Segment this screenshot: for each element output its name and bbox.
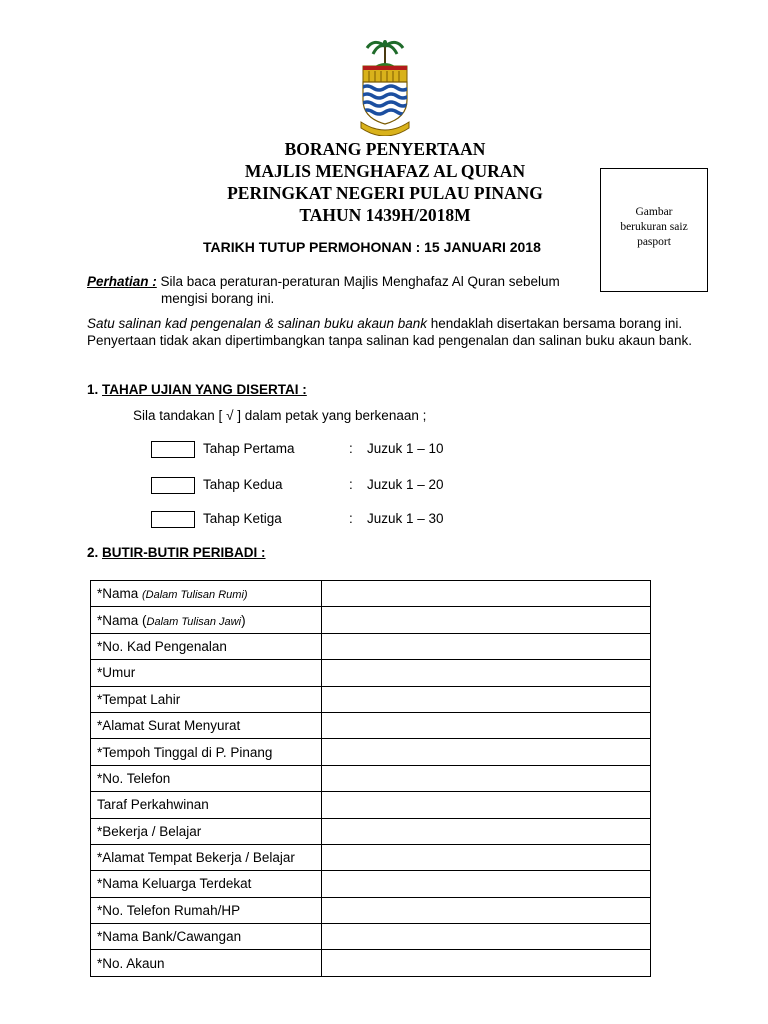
- level-colon: :: [349, 477, 353, 492]
- section-1-title: TAHAP UJIAN YANG DISERTAI :: [102, 382, 307, 397]
- row-label: *Nama Bank/Cawangan: [91, 924, 322, 950]
- level-colon: :: [349, 441, 353, 456]
- notice-label: Perhatian :: [87, 274, 157, 289]
- row-value-field[interactable]: [321, 897, 650, 923]
- row-value-field[interactable]: [321, 660, 650, 686]
- title-line-4: TAHUN 1439H/2018M: [299, 205, 471, 225]
- level-option: [151, 511, 471, 529]
- row-value-field[interactable]: [321, 739, 650, 765]
- table-row: [91, 950, 651, 976]
- row-label: *Umur: [91, 660, 322, 686]
- section-1-number: 1.: [87, 382, 103, 397]
- table-row: [91, 712, 651, 738]
- level-name: Tahap Ketiga: [203, 511, 282, 526]
- row-label: [91, 607, 322, 633]
- section-1-heading: [87, 382, 307, 397]
- level-range: Juzuk 1 – 30: [367, 511, 444, 526]
- table-row: [91, 871, 651, 897]
- table-row: [91, 924, 651, 950]
- photo-caption-line-1: Gambar: [635, 206, 673, 218]
- closing-date: TARIKH TUTUP PERMOHONAN : 15 JANUARI 2018: [203, 239, 541, 255]
- level-range: Juzuk 1 – 10: [367, 441, 444, 456]
- row-label: *No. Kad Pengenalan: [91, 633, 322, 659]
- level-checkbox[interactable]: [151, 477, 195, 494]
- personal-details-table: [90, 580, 651, 977]
- row-label: *Alamat Tempat Bekerja / Belajar: [91, 844, 322, 870]
- section-2-heading: [87, 545, 266, 560]
- level-checkbox[interactable]: [151, 511, 195, 528]
- attachment-note: [87, 315, 707, 349]
- row-value-field[interactable]: [321, 844, 650, 870]
- row-label: [91, 581, 322, 607]
- photo-caption-line-3: pasport: [637, 236, 671, 248]
- row-value-field[interactable]: [321, 765, 650, 791]
- row-value-field[interactable]: [321, 607, 650, 633]
- photo-box-caption: [601, 205, 707, 250]
- photo-caption-line-2: berukuran saiz: [620, 221, 688, 233]
- penang-crest-logo: [357, 38, 413, 136]
- row-label: Taraf Perkahwinan: [91, 792, 322, 818]
- table-row: [91, 739, 651, 765]
- title-line-2: MAJLIS MENGHAFAZ AL QURAN: [244, 161, 526, 181]
- row-label: *Tempoh Tinggal di P. Pinang: [91, 739, 322, 765]
- attachment-rest: hendaklah disertakan bersama borang ini. Penyertaan tidak akan dipertimbangkan tanpa salinan kad pengenalan dan salinan buku akaun bank.: [87, 316, 692, 348]
- row-value-field[interactable]: [321, 950, 650, 976]
- level-option: [151, 441, 471, 459]
- level-colon: :: [349, 511, 353, 526]
- level-checkbox[interactable]: [151, 441, 195, 458]
- row-value-field[interactable]: [321, 686, 650, 712]
- section-2-number: 2.: [87, 545, 103, 560]
- table-row: [91, 844, 651, 870]
- row-label-tail: ): [241, 612, 246, 628]
- notice: [87, 273, 607, 307]
- passport-photo-box: [600, 168, 708, 292]
- row-label: *Tempat Lahir: [91, 686, 322, 712]
- section-1-instruction: Sila tandakan [ √ ] dalam petak yang berkenaan ;: [133, 408, 427, 423]
- table-row: [91, 581, 651, 607]
- level-name: Tahap Kedua: [203, 477, 283, 492]
- table-row: [91, 792, 651, 818]
- row-label: *No. Telefon: [91, 765, 322, 791]
- level-name: Tahap Pertama: [203, 441, 295, 456]
- table-row: [91, 686, 651, 712]
- row-label-text: *Nama (: [97, 612, 147, 628]
- row-value-field[interactable]: [321, 924, 650, 950]
- section-2-title: BUTIR-BUTIR PERIBADI :: [102, 545, 266, 560]
- row-label-note: Dalam Tulisan Jawi: [146, 615, 242, 628]
- row-value-field[interactable]: [321, 871, 650, 897]
- table-row: [91, 897, 651, 923]
- row-label: *No. Telefon Rumah/HP: [91, 897, 322, 923]
- title-line-3: PERINGKAT NEGERI PULAU PINANG: [227, 183, 543, 203]
- row-label-note: (Dalam Tulisan Rumi): [142, 589, 248, 602]
- table-row: [91, 633, 651, 659]
- level-range: Juzuk 1 – 20: [367, 477, 444, 492]
- table-row: [91, 765, 651, 791]
- table-row: [91, 818, 651, 844]
- notice-line-2: mengisi borang ini.: [161, 291, 275, 306]
- level-option: [151, 477, 471, 495]
- row-value-field[interactable]: [321, 818, 650, 844]
- attachment-italic: Satu salinan kad pengenalan & salinan buku akaun bank: [87, 316, 428, 331]
- row-label: *Bekerja / Belajar: [91, 818, 322, 844]
- row-label-text: *Nama: [97, 586, 143, 602]
- row-label: *No. Akaun: [91, 950, 322, 976]
- table-row: [91, 660, 651, 686]
- table-row: [91, 607, 651, 633]
- form-title: [200, 138, 570, 226]
- notice-line-1: Sila baca peraturan-peraturan Majlis Menghafaz Al Quran sebelum: [156, 274, 560, 289]
- row-value-field[interactable]: [321, 792, 650, 818]
- row-label: *Nama Keluarga Terdekat: [91, 871, 322, 897]
- title-line-1: BORANG PENYERTAAN: [284, 139, 486, 159]
- row-value-field[interactable]: [321, 633, 650, 659]
- row-value-field[interactable]: [321, 712, 650, 738]
- row-value-field[interactable]: [321, 581, 650, 607]
- row-label: *Alamat Surat Menyurat: [91, 712, 322, 738]
